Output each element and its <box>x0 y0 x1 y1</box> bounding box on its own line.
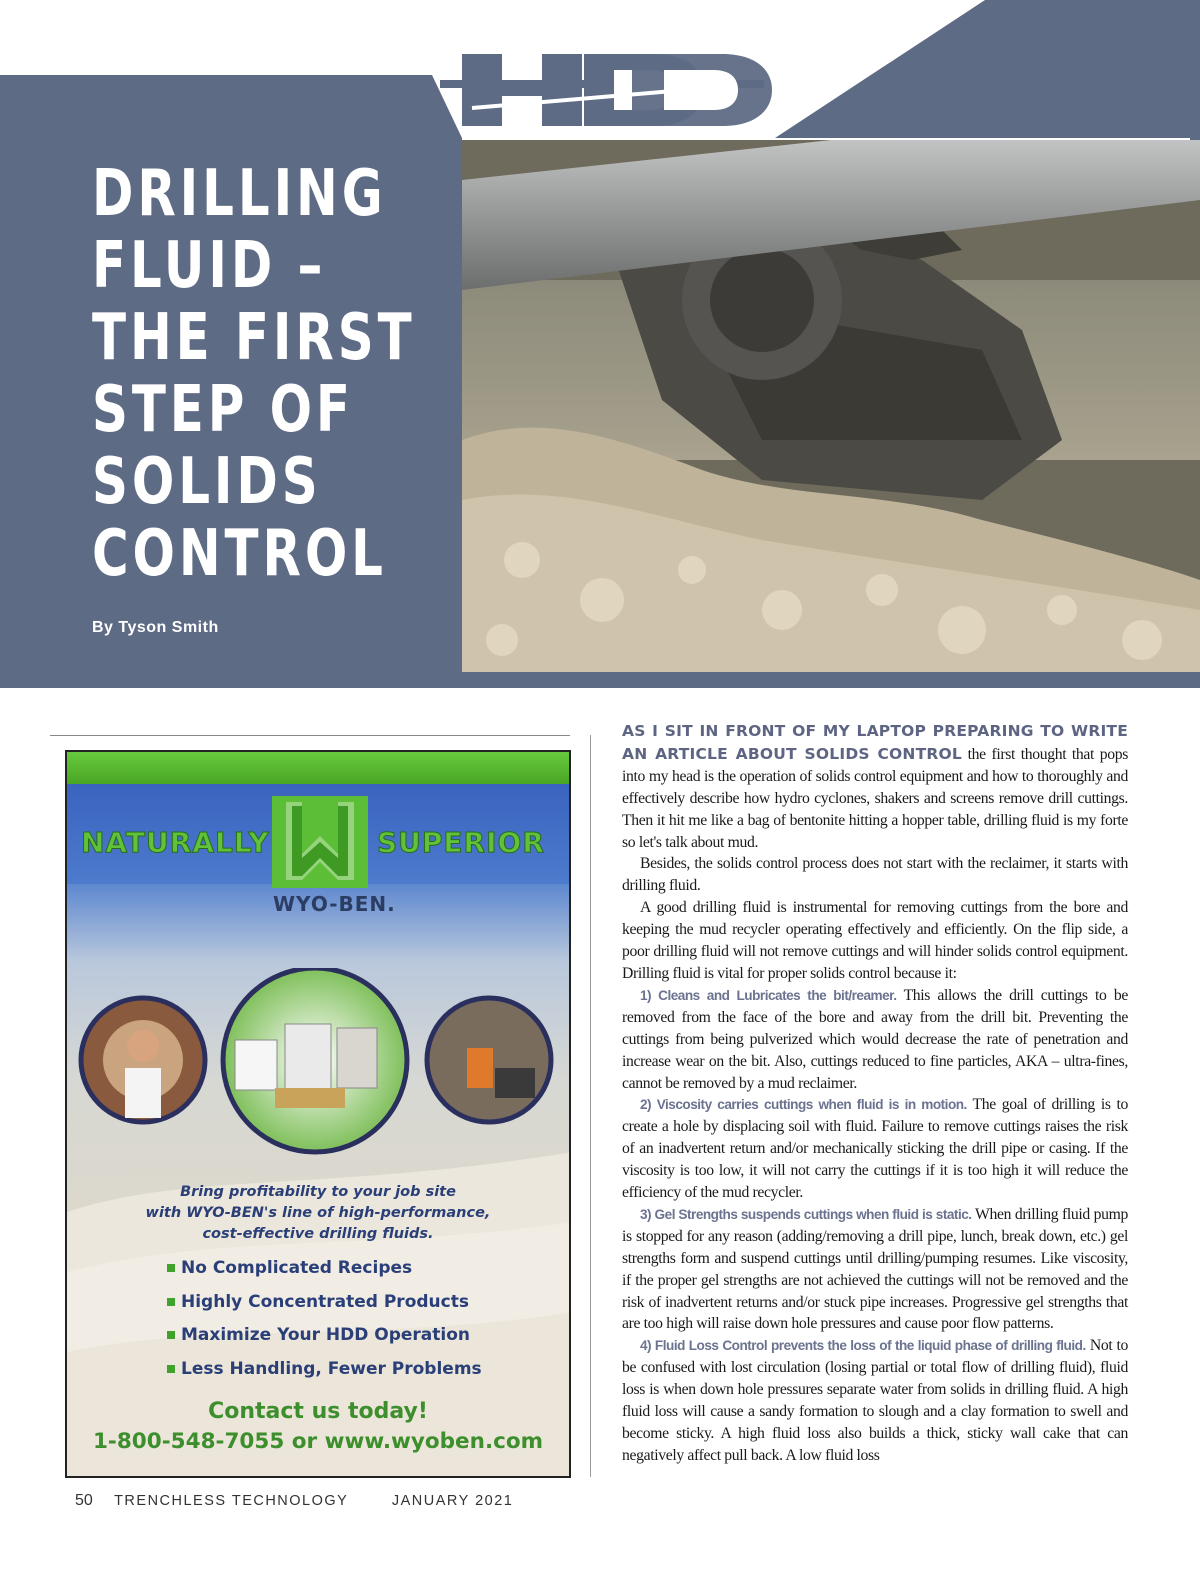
paragraph-text: Not to be confused with lost circulation (losing partial or total flow of drilling fluid), fluid loss is when down hole pressures separate water from solids in drilling fluid. A high fluid loss will cause a sandy formation to slough and a clay formation to swell and become sticky. A high fluid loss also builds a thick, sticky wall cake that can negatively affect pull back. A low fluid loss <box>622 1337 1128 1464</box>
wyoben-logo-icon <box>272 796 368 888</box>
paragraph-text: The goal of drilling is to create a hole by displacing soil with fluid. Failure to remove cuttings raises the risk of an inadvertent return and/or mechanically sticking the drill pipe or casing. If the viscosity is too low, it will not carry the cuttings if it is too high it will reduce the efficiency of the mud recycler. <box>622 1096 1128 1202</box>
paragraph: Besides, the solids control process does not start with the reclaimer, it starts with drilling fluid. <box>622 855 1128 895</box>
bullet-square-icon <box>167 1331 175 1339</box>
hdd-logo <box>432 46 772 134</box>
bullet-square-icon <box>167 1365 175 1373</box>
ad-word-superior: SUPERIOR <box>377 826 545 859</box>
bullet-text: No Complicated Recipes <box>181 1258 413 1278</box>
subhead: 4) Fluid Loss Control prevents the loss of the liquid phase of drilling fluid. <box>640 1338 1086 1354</box>
list-item <box>167 1319 482 1353</box>
subhead: 1) Cleans and Lubricates the bit/reamer. <box>640 987 897 1003</box>
issue-date: JANUARY 2021 <box>391 1493 514 1509</box>
paragraph-text: When drilling fluid pump is stopped for any reason (adding/removing a drill pipe, lunch, break down, etc.) gel strengths form and suspend cuttings until drilling/pumping resumes. Like viscosity, if the proper gel strengths are not achieved the cuttings will not be removed and the risk of inadvertent returns and/or stuck pipe increases. Progressive gel strengths that are too high will raise down hole pressures and cause poor flow patterns. <box>622 1205 1128 1333</box>
paragraph: A good drilling fluid is instrumental for removing cuttings from the bore and keeping the mud recycler operating effectively and efficiently. On the flip side, a poor drilling fluid will not remove cuttings and will hinder solids control equipment. Drilling fluid is vital for proper solids control because it: <box>622 899 1128 982</box>
article-title <box>92 157 416 591</box>
paragraph-text: This allows the drill cuttings to be removed from the face of the bore and away from the drill bit. Preventing the cuttings from being pulverized which would decrease the rate of penetration and increase wear on the bit. Also, cuttings reduced to fine particles, AKA – ultra-fines, cannot be removed by a mud reclaimer. <box>622 986 1128 1092</box>
title-line: THE FIRST <box>92 301 416 375</box>
page-number: 50 <box>75 1492 93 1509</box>
ad-product-photos <box>75 968 565 1158</box>
lead-in: AS I SIT IN FRONT OF MY LAPTOP PREPARING TO WRITE AN ARTICLE ABOUT SOLIDS CONTROL <box>622 722 1128 763</box>
wyoben-advertisement <box>65 750 571 1478</box>
bullet-text: Less Handling, Fewer Problems <box>181 1358 482 1379</box>
subhead: 2) Viscosity carries cuttings when fluid is in motion. <box>640 1097 967 1113</box>
ad-brand: WYO-BEN. <box>273 892 396 916</box>
tagline-line: Bring profitability to your job site <box>180 1184 456 1200</box>
paragraph-text: the first thought that pops into my head is the operation of solids control equipment and how to thoroughly and effectively describe how hydro cyclones, shakers and screens remove drill cuttings. Then it hit me like a bag of bentonite hitting a hopper table, drilling fluid is my forte so let's talk about mud. <box>622 745 1128 851</box>
byline: By Tyson Smith <box>92 619 219 636</box>
ad-contact <box>67 1397 569 1457</box>
bullet-text: Maximize Your HDD Operation <box>181 1325 471 1345</box>
paragraph <box>622 1094 1128 1204</box>
article-body <box>622 720 1128 1467</box>
paragraph <box>622 985 1128 1095</box>
page-footer <box>75 1492 513 1510</box>
list-item <box>167 1252 482 1286</box>
section-divider <box>50 735 570 736</box>
paragraph <box>622 1335 1128 1466</box>
bullet-text: Highly Concentrated Products <box>181 1291 469 1312</box>
hero-photo-drill-reamer <box>462 140 1200 672</box>
ad-word-naturally: NATURALLY <box>81 826 270 859</box>
subhead: 3) Gel Strengths suspends cuttings when fluid is static. <box>640 1206 972 1222</box>
column-rule <box>590 735 591 1477</box>
tagline-line: with WYO-BEN's line of high-performance, <box>145 1205 491 1221</box>
list-item <box>167 1353 482 1387</box>
contact-heading: Contact us today! <box>208 1399 428 1424</box>
bullet-square-icon <box>167 1298 175 1306</box>
paragraph <box>622 720 1128 853</box>
bullet-square-icon <box>167 1264 175 1272</box>
title-line: DRILLING <box>92 157 387 231</box>
magazine-name: TRENCHLESS TECHNOLOGY <box>114 1493 349 1509</box>
contact-line: 1-800-548-7055 or www.wyoben.com <box>92 1429 544 1454</box>
tagline-line: cost-effective drilling fluids. <box>202 1226 434 1242</box>
ad-bullet-list <box>167 1252 482 1386</box>
paragraph <box>622 1204 1128 1335</box>
title-line: STEP OF <box>92 373 354 447</box>
list-item <box>167 1286 482 1320</box>
title-line: FLUID – <box>92 229 327 303</box>
title-line: CONTROL <box>92 517 387 591</box>
title-line: SOLIDS <box>92 445 322 519</box>
ad-tagline <box>67 1182 569 1245</box>
ad-top-stripe <box>67 752 569 784</box>
